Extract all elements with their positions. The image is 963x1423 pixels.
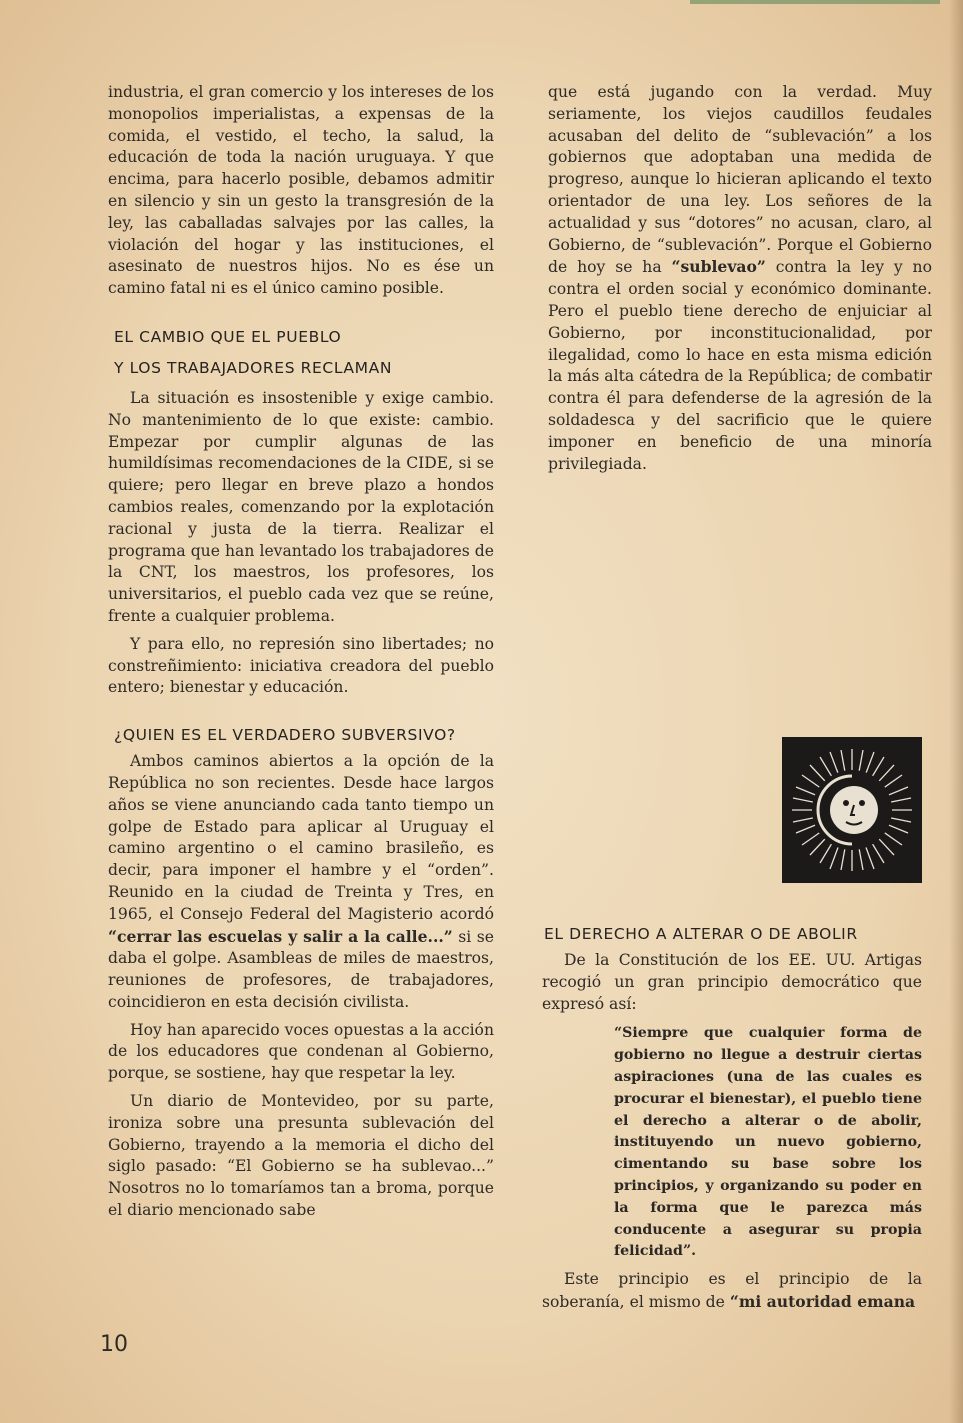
right-column-bottom: [542, 922, 922, 1320]
left-column: [108, 82, 494, 1228]
section-heading-derecho: EL DERECHO A ALTERAR O DE ABOLIR: [544, 925, 858, 943]
right-paragraph-1-emphasis: “sublevao”: [671, 257, 766, 277]
artigas-quote: “Siempre que cualquier forma de gobierno no llegue a destruir ciertas aspiraciones (una de las cuales es procurar el bienestar), el pueblo tiene el derecho a alterar o de abolir, instituyendo un nuevo gobierno, cimentando su base sobre los principios, y organizando su poder en la forma que le parezca más conducente a asegurar su propia felicidad”.: [614, 1025, 922, 1260]
left-paragraph-6: Un diario de Montevideo, por su parte, ironiza sobre una presunta sublevación del Gobierno, trayendo a la memoria el dicho del siglo pasado: “El Gobierno se ha sublevao...” Nosotros no lo tomaríamos tan a broma, porque el diario mencionado sabe: [108, 1092, 494, 1220]
right-paragraph-3-emphasis: “mi autoridad emana: [729, 1291, 916, 1311]
page-number: 10: [100, 1332, 128, 1357]
paragraph-4-text-a: Ambos caminos abiertos a la opción de la República no son recientes. Desde hace largos años se viene anunciando cada tanto tiempo un golpe de Estado para aplicar al Uruguay el camino argentino o el camino brasileño, es decir, para imponer el hambre y el “orden”. Reunido en la ciudad de Treinta y Tres, en 1965, el Consejo Federal del Magisterio acordó: [108, 752, 494, 923]
right-paragraph-1-text-a: que está jugando con la verdad. Muy seriamente, los viejos caudillos feudales acusaban del delito de “sublevación” a los gobiernos que adoptaban una medida de progreso, aunque lo hicieran aplicando el texto orientador de una ley. Los señores de la actualidad y sus “dotores” no acusan, claro, al Gobierno, de “sublevación”. Porque el Gobierno de hoy se ha: [548, 83, 932, 277]
paragraph-4-emphasis: “cerrar las escuelas y salir a la calle...”: [108, 926, 453, 946]
paragraph-4-text-b: si se daba el golpe. Asambleas de miles de maestros, reuniones de profesores, de trabajadores, coincidieron en esta decisión civilista.: [108, 927, 495, 1011]
left-paragraph-3: Y para ello, no represión sino libertades; no constreñimiento: iniciativa creadora del pueblo entero; bienestar y educación.: [108, 634, 494, 697]
left-paragraph-4: [108, 751, 494, 1014]
right-paragraph-3: [542, 1269, 922, 1314]
left-paragraph-1: industria, el gran comercio y los intereses de los monopolios imperialistas, a expensas de la comida, el vestido, el techo, la salud, la educación de toda la nación uruguaya. Y que encima, para hacerlo posible, debamos admitir en silencio y sin un gesto la transgresión de la ley, las caballadas salvajes por las calles, la violación del hogar y las instituciones, el asesinato de nuestros hijos. No es ése un camino fatal ni es el único camino posible.: [108, 83, 494, 298]
right-paragraph-1: [548, 82, 932, 475]
left-paragraph-2: La situación es insostenible y exige cambio. No mantenimiento de lo que existe: cambio. Empezar por cumplir algunas de las humildísimas recomendaciones de la CIDE, si se quiere; pero llegar en breve plazo a hondos cambios reales, comenzando por la explotación racional y justa de la tierra. Realizar el programa que han levantado los trabajadores de la CNT, los maestros, los profesores, los universitarios, el pueblo cada vez que se reúne, frente a cualquier problema.: [108, 388, 494, 625]
right-column-top: [548, 82, 932, 481]
section-heading-cambio: [114, 322, 494, 384]
right-paragraph-3-text-a: Este principio es el principio de la soberanía, el mismo de: [542, 1270, 922, 1311]
sun-face-emblem-icon: [782, 737, 922, 883]
right-paragraph-1-text-b: contra la ley y no contra el orden social y económico dominante. Pero el pueblo tiene derecho de enjuiciar al Gobierno, por inconstitucionalidad, por ilegalidad, como lo hace en esta misma edición la más alta cátedra de la República; de combatir contra él para defenderse de la agresión de la soldadesca y del sacrificio que le quiere imponer en beneficio de una minoría privilegiada.: [548, 258, 932, 473]
right-paragraph-2: De la Constitución de los EE. UU. Artigas recogió un gran principio democrático que expresó así:: [542, 951, 922, 1013]
heading-line-2: Y LOS TRABAJADORES RECLAMAN: [114, 358, 393, 377]
page-edge-shadow: [949, 0, 963, 1423]
emblem-graphic: [788, 743, 916, 877]
top-edge-mark: [690, 0, 940, 4]
heading-line-1: EL CAMBIO QUE EL PUEBLO: [114, 327, 342, 346]
left-paragraph-5: Hoy han aparecido voces opuestas a la acción de los educadores que condenan al Gobierno, porque, se sostiene, hay que respetar la ley.: [108, 1020, 494, 1083]
section-heading-subversivo: ¿QUIEN ES EL VERDADERO SUBVERSIVO?: [114, 726, 456, 745]
